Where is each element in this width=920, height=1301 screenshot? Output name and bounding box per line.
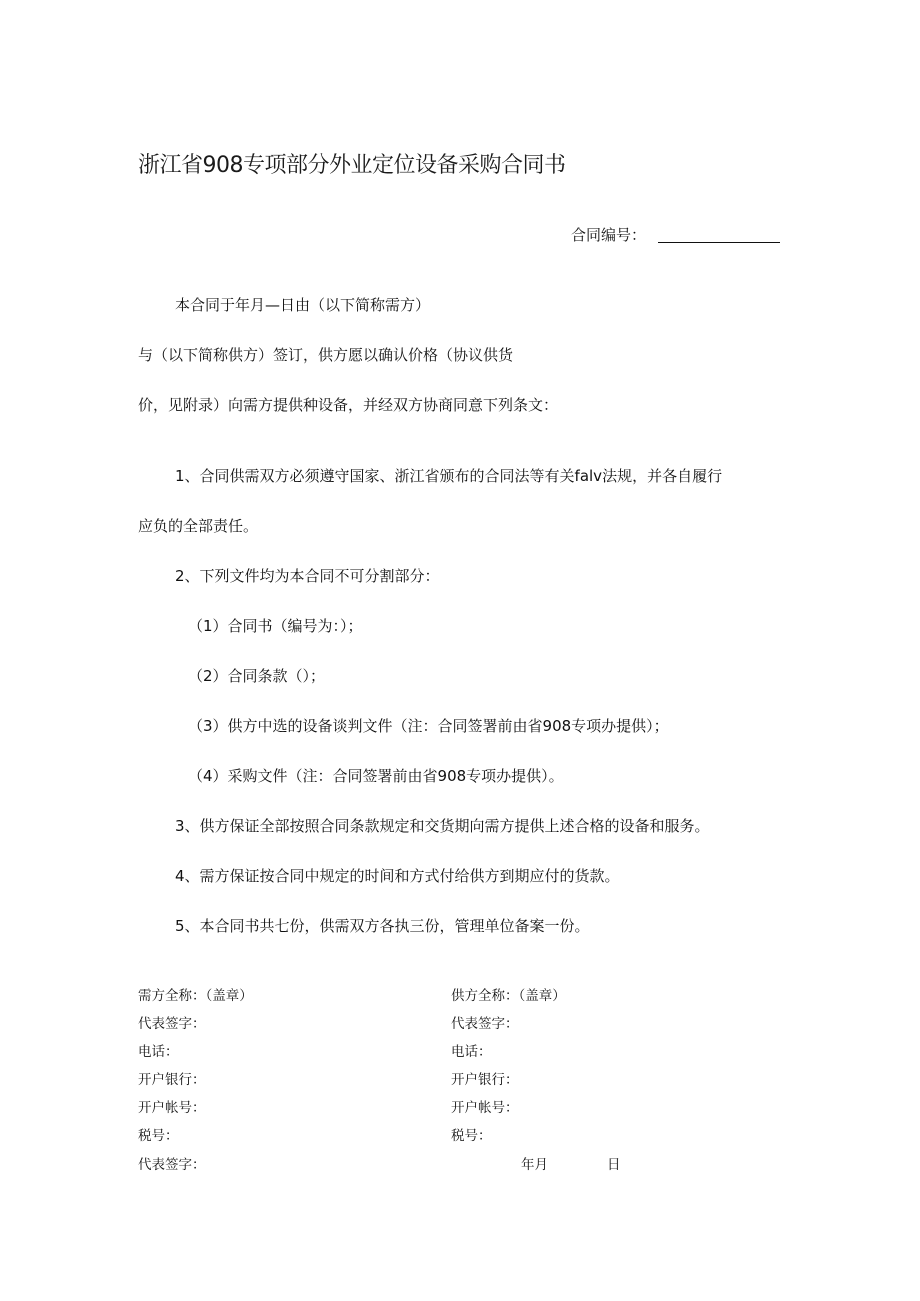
clause-4: 4、需方保证按合同中规定的时间和方式付给供方到期应付的货款。 xyxy=(175,867,620,885)
buyer-account: 开户帐号： xyxy=(138,1100,206,1116)
clause-1-line-2: 应负的全部责任。 xyxy=(138,517,259,535)
contract-number-label: 合同编号： xyxy=(571,226,647,244)
clause-2-item-1: （1）合同书（编号为：）； xyxy=(188,617,363,635)
contract-number-blank xyxy=(658,227,780,243)
buyer-bank: 开户银行： xyxy=(138,1072,206,1088)
clause-1-line-1: 1、合同供需双方必须遵守国家、浙江省颁布的合同法等有关falv法规，并各自履行 xyxy=(175,467,723,485)
buyer-phone: 电话： xyxy=(138,1044,179,1060)
buyer-rep-sign: 代表签字： xyxy=(138,1016,206,1032)
supplier-phone: 电话： xyxy=(451,1044,492,1060)
clause-5: 5、本合同书共七份，供需双方各执三份，管理单位备案一份。 xyxy=(175,917,590,935)
clause-2-item-2: （2）合同条款（）； xyxy=(188,667,326,685)
buyer-full-name: 需方全称：（盖章） xyxy=(138,988,253,1004)
clause-2: 2、下列文件均为本合同不可分割部分： xyxy=(175,567,440,585)
intro-line-1: 本合同于年月—日由（以下简称需方） xyxy=(175,296,431,314)
buyer-tax-no: 税号： xyxy=(138,1128,179,1144)
intro-line-3: 价，见附录）向需方提供种设备，并经双方协商同意下列条文： xyxy=(138,396,559,414)
buyer-rep-sign-2: 代表签字： xyxy=(138,1157,206,1173)
supplier-account: 开户帐号： xyxy=(451,1100,519,1116)
date-day: 日 xyxy=(607,1157,621,1173)
supplier-full-name: 供方全称：（盖章） xyxy=(451,988,566,1004)
document-title: 浙江省908专项部分外业定位设备采购合同书 xyxy=(138,153,566,178)
clause-2-item-3: （3）供方中选的设备谈判文件（注：合同签署前由省908专项办提供）； xyxy=(188,717,669,735)
clause-3: 3、供方保证全部按照合同条款规定和交货期向需方提供上述合格的设备和服务。 xyxy=(175,817,710,835)
supplier-rep-sign: 代表签字： xyxy=(451,1016,519,1032)
clause-2-item-4: （4）采购文件（注：合同签署前由省908专项办提供）。 xyxy=(188,767,564,785)
contract-number-field xyxy=(571,227,780,243)
supplier-bank: 开户银行： xyxy=(451,1072,519,1088)
intro-line-2: 与（以下简称供方）签订，供方愿以确认价格（协议供货 xyxy=(138,346,514,364)
supplier-tax-no: 税号： xyxy=(451,1128,492,1144)
date-year-month: 年月 xyxy=(521,1157,548,1173)
